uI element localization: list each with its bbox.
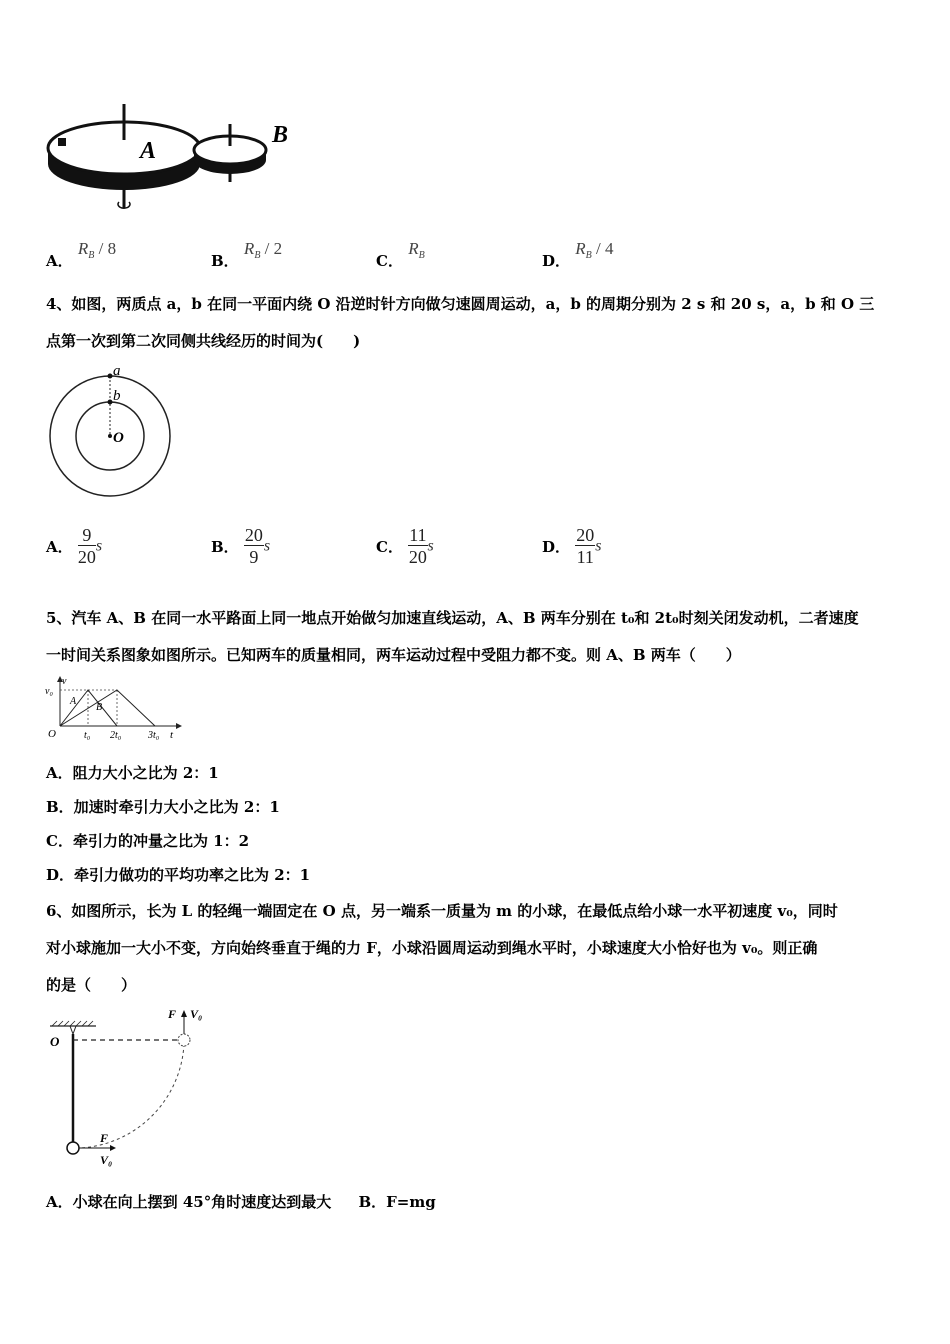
- q6-options: [46, 1184, 436, 1221]
- q5-option-b[interactable]: B．加速时牵引力大小之比为 2：1: [46, 798, 280, 816]
- velocity-top-label: V₀: [190, 1007, 203, 1021]
- graph-t-label: t: [170, 729, 174, 741]
- q4-option-a[interactable]: A． $\frac{9}{20}$ s: [46, 525, 103, 567]
- q5-options: [46, 756, 310, 892]
- q5-option-c[interactable]: C．牵引力的冲量之比为 1：2: [46, 832, 250, 850]
- graph-a-label: A: [70, 696, 77, 707]
- q4-option-b[interactable]: B． $\frac{20}{9}$ s: [211, 525, 271, 567]
- q6-line-2: 对小球施加一大小不变，方向始终垂直于绳的力 F，小球沿圆周运动到绳水平时，小球速度大小恰好也为 v₀。则正确: [46, 939, 818, 957]
- graph-t0-label: t₀: [84, 730, 91, 741]
- q5-option-a[interactable]: A．阻力大小之比为 2：1: [46, 764, 219, 782]
- graph-3t0-label: 3t₀: [148, 730, 160, 741]
- gear-diagram: [40, 98, 310, 223]
- q4-option-c[interactable]: C． $\frac{11}{20}$ s: [376, 525, 434, 567]
- q4-line-2: 点第一次到第二次同侧共线经历的时间为( ): [46, 332, 361, 350]
- q3-option-b[interactable]: B． $R_B / 2$: [211, 239, 283, 270]
- q5-stem: [46, 600, 916, 674]
- graph-2t0-label: 2t₀: [110, 730, 122, 741]
- q6-line-3: 的是（ ）: [46, 976, 137, 994]
- gear-a-label: A: [140, 138, 157, 164]
- q3-option-a[interactable]: A． $R_B / 8$: [46, 239, 117, 270]
- q5-option-d[interactable]: D．牵引力做功的平均功率之比为 2：1: [46, 866, 311, 884]
- point-b-label: b: [113, 388, 121, 404]
- force-top-label: F: [168, 1007, 177, 1021]
- q5-line-1: 5、汽车 A、B 在同一水平路面上同一地点开始做匀加速直线运动，A、B 两车分别在 t₀和 2t₀时刻关闭发动机，二者速度: [46, 609, 859, 627]
- q4-option-d[interactable]: D． $\frac{20}{11}$ s: [542, 525, 602, 567]
- gear-b-label: B: [272, 122, 289, 148]
- velocity-bottom-label: V₀: [100, 1153, 113, 1167]
- q5-line-2: 一时间关系图象如图所示。已知两车的质量相同，两车运动过程中受阻力都不变。则 A、B 两车（ ）: [46, 646, 741, 664]
- q6-option-b[interactable]: B．F=mg: [358, 1193, 436, 1211]
- graph-v-label: v: [62, 676, 67, 687]
- graph-b-label: B: [96, 702, 103, 713]
- q4-line-1: 4、如图，两质点 a，b 在同一平面内绕 O 沿逆时针方向做匀速圆周运动，a，b 的周期分别为 2 s 和 20 s，a，b 和 O 三: [46, 295, 875, 313]
- graph-origin-label: O: [48, 728, 56, 740]
- q3-option-c[interactable]: C． $R_B$: [376, 239, 425, 270]
- graph-v0-label: v₀: [45, 686, 53, 697]
- q3-option-d[interactable]: D． $R_B / 4$: [542, 239, 614, 270]
- orbit-diagram: [44, 366, 176, 500]
- force-bottom-label: F: [100, 1131, 109, 1145]
- q6-stem: [46, 893, 916, 1004]
- q4-stem: [46, 286, 916, 360]
- q6-line-1: 6、如图所示，长为 L 的轻绳一端固定在 O 点，另一端系一质量为 m 的小球，在最低点给小球一水平初速度 v₀，同时: [46, 902, 838, 920]
- point-a-label: a: [113, 366, 121, 379]
- pendulum-diagram: [44, 1004, 224, 1172]
- velocity-time-graph: [44, 674, 184, 744]
- pivot-o-label: O: [50, 1034, 60, 1049]
- point-o-label: O: [113, 430, 124, 446]
- q6-option-a[interactable]: A．小球在向上摆到 45°角时速度达到最大: [46, 1193, 332, 1211]
